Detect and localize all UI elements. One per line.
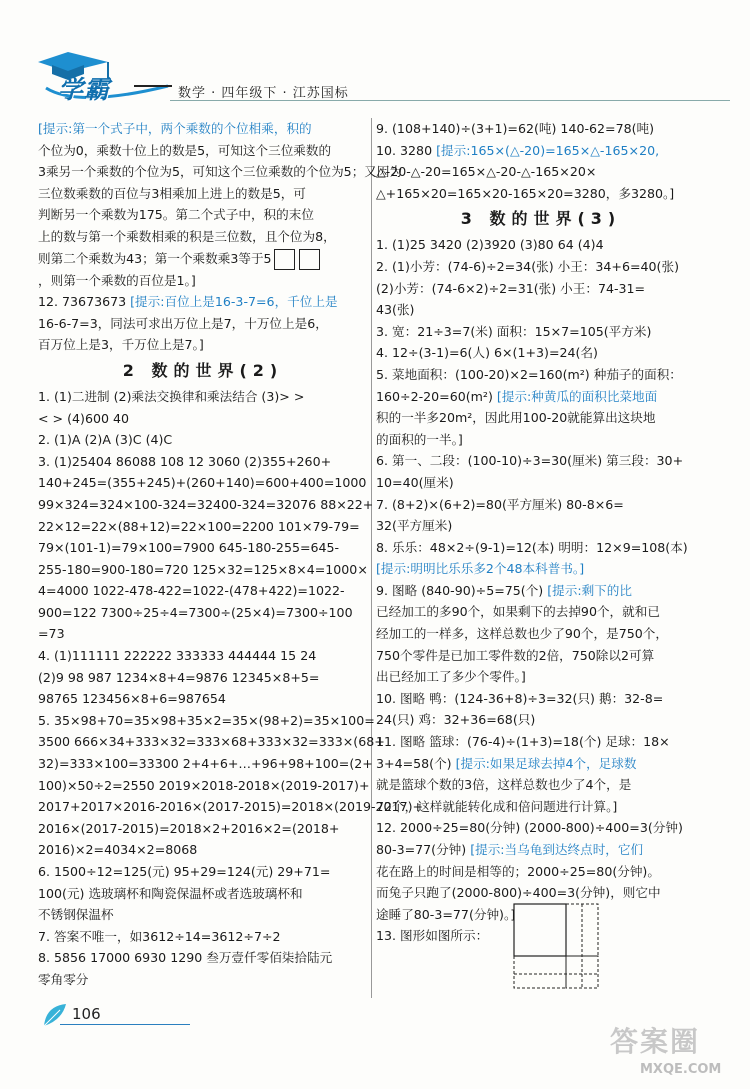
answer-line: 12. 73673673 [提示:百位上是16-3-7=6，千位上是 <box>38 294 338 310</box>
section-3-answers <box>376 234 706 947</box>
answer-line: 2016×(2017-2015)=2018×2+2016×2=(2018+ <box>38 820 340 836</box>
rectangle-diagram <box>512 902 602 992</box>
answer-line: 百万位上是3，千万位上是7。] <box>38 337 204 353</box>
answer-line: 750个零件是已加工零件数的2倍，750除以2可算 <box>376 647 655 663</box>
answer-line: 3500 666×34+333×32=333×68+333×32=333×(68+ <box>38 734 385 750</box>
watermark-logo: 答案圈 <box>610 1025 701 1058</box>
hint-text: [提示:如果足球去掉4个，足球数 <box>455 755 637 771</box>
answer-line: 的面积的一半。] <box>376 431 463 447</box>
brand-logo-text: 学霸 <box>58 75 111 104</box>
brand-logo <box>38 48 178 110</box>
answer-line: 上的数与第一个乘数相乘的积是三位数，且个位为8， <box>38 228 336 244</box>
answer-line: 8. 乐乐：48×2÷(9-1)=12(本) 明明：12×9=108(本) <box>376 539 688 555</box>
answer-line: 3. 宽：21÷3=7(米) 面积：15×7=105(平方米) <box>376 323 652 339</box>
answer-line: 10. 3280 [提示:165×(△-20)=165×△-165×20, <box>376 142 660 158</box>
column-divider <box>371 118 372 998</box>
hint-text: [提示:当乌龟到达终点时，它们 <box>470 842 644 857</box>
answer-line: 12. 2000÷25=80(分钟) (2000-800)÷400=3(分钟) <box>376 820 683 836</box>
answer-line <box>376 558 706 580</box>
answer-line: 80-3=77(分钟) [提示:当乌龟到达终点时，它们 <box>376 842 644 857</box>
answer-line: 32(平方厘米) <box>376 518 453 534</box>
answer-line: 而兔子只跑了(2000-800)÷400=3(分钟)，则它中 <box>376 885 661 901</box>
answer-line: 32)=333×100=33300 2+4+6+…+96+98+100=(2+ <box>38 756 373 772</box>
answer-figure <box>512 902 602 996</box>
hint-text: [提示:百位上是16-3-7=6，千位上是 <box>130 294 338 310</box>
answer-line: 3. (1)25404 86088 108 12 3060 (2)355+260+ <box>38 453 332 469</box>
answer-line: 3乘另一个乘数的个位为5，可知这个三位乘数的个位为5；又因为 <box>38 164 403 180</box>
footer-divider <box>60 1024 190 1025</box>
answer-line: 2017+2017×2016-2016×(2017-2015)=2018×(2019-2017)+ <box>38 799 424 815</box>
page-number: 106 <box>72 1005 101 1023</box>
answer-line: 24(只) 鸡：32+36=68(只) <box>376 712 536 728</box>
hint-text: [提示:剩下的比 <box>547 582 632 598</box>
answer-line: 8. 5856 17000 6930 1290 叁万壹仟零佰柒拾陆元 <box>38 950 333 966</box>
blank-box <box>274 249 295 270</box>
answer-line: 11. 图略 篮球：(76-4)÷(1+3)=18(个) 足球：18× <box>376 734 670 750</box>
answer-line: 5. 菜地面积：(100-20)×2=160(m²) 种茄子的面积： <box>376 366 682 382</box>
answer-line: 100(元) 选玻璃杯和陶瓷保温杯或者选玻璃杯和 <box>38 885 303 901</box>
answer-line: 22×12=22×(88+12)=22×100=2200 101×79-79= <box>38 518 360 534</box>
answer-line: 100)×50÷2=2550 2019×2018-2018×(2019-2017)+ <box>38 777 370 793</box>
answer-line: 花在路上的时间是相等的；2000÷25=80(分钟)。 <box>376 863 660 879</box>
answer-line: 72个，这样就能转化成和倍问题进行计算。] <box>376 798 618 814</box>
header-divider <box>170 100 730 101</box>
answer-line: 4. 12÷(3-1)=6(人) 6×(1+3)=24(名) <box>376 345 598 361</box>
answer-line: 出已经加工了多少个零件。] <box>376 669 526 685</box>
answer-line: (2)9 98 987 1234×8+4=9876 12345×8+5= <box>38 669 320 685</box>
answer-line: 已经加工的多90个，如果剩下的去掉90个，就和已 <box>376 604 660 620</box>
answer-line: 140+245=(355+245)+(260+140)=600+400=1000 <box>38 475 367 491</box>
answer-line: 9. 图略 (840-90)÷5=75(个) [提示:剩下的比 <box>376 582 632 598</box>
answer-line: 三位数乘数的百位与3相乘加上进上的数是5，可 <box>38 185 306 201</box>
answer-line: △+165×20=165×20-165×20=3280，多3280。] <box>376 185 675 201</box>
answer-line: 16-6-7=3，同法可求出万位上是7，十万位上是6， <box>38 315 328 331</box>
answers-9-10 <box>376 118 706 204</box>
answer-line: 6. 1500÷12=125(元) 95+29=124(元) 29+71= <box>38 864 331 879</box>
answer-line: 5. 35×98+70=35×98+35×2=35×(98+2)=35×100= <box>38 712 375 728</box>
answer-line: 2. (1)A (2)A (3)C (4)C <box>38 432 173 448</box>
answer-line: 99×324=324×100-324=32400-324=32076 88×22+ <box>38 496 374 512</box>
answer-line: 经加工的一样多，这样总数也少了90个，是750个， <box>376 626 668 642</box>
answer-line: 2. (1)小芳：(74-6)÷2=34(张) 小王：34+6=40(张) <box>376 258 679 274</box>
answer-line: 7. 答案不唯一，如3612÷14=3612÷7÷2 <box>38 928 281 944</box>
hint-text: [提示:165×(△-20)=165×△-165×20, <box>436 142 660 158</box>
answer-line: 4=4000 1022-478-422=1022-(478+422)=1022- <box>38 583 345 599</box>
answer-line: 160÷2-20=60(m²) [提示:种黄瓜的面积比菜地面 <box>376 388 658 404</box>
right-column <box>376 118 706 947</box>
answer-line: ，则第一个乘数的百位是1。] <box>38 272 196 288</box>
answer-line: 积的一半多20m²，因此用100-20就能算出这块地 <box>376 410 656 426</box>
answer-line: < > (4)600 40 <box>38 410 130 426</box>
hint-text: [提示:第一个式子中，两个乘数的个位相乘，积的 <box>38 121 312 136</box>
answer-line: 9. (108+140)÷(3+1)=62(吨) 140-62=78(吨) <box>376 121 655 136</box>
answer-line: 900=122 7300÷25÷4=7300÷(25×4)=7300÷100 <box>38 604 353 620</box>
answer-line: 就是篮球个数的3倍，这样总数也少了4个，是 <box>376 777 632 793</box>
header-title: 数学 · 四年级下 · 江苏国标 <box>178 86 349 101</box>
answer-line: 10=40(厘米) <box>376 474 454 490</box>
answer-line: 10. 图略 鸭：(124-36+8)÷3=32(只) 鹅：32-8= <box>376 690 664 706</box>
section-heading: 3 数的世界(3) <box>460 209 622 229</box>
blank-box <box>299 249 320 270</box>
answer-line <box>38 248 368 270</box>
answer-line: 4. (1)111111 222222 333333 444444 15 24 <box>38 648 317 664</box>
answer-line: 13. 图形如图所示： <box>376 928 489 944</box>
answer-line: 7. (8+2)×(6+2)=80(平方厘米) 80-8×6= <box>376 496 624 512</box>
answer-line: =73 <box>38 626 65 642</box>
answer-text: 则第二个乘数为43；第一个乘数乘3等于5 <box>38 250 272 266</box>
answer-line: 98765 123456×8+6=987654 <box>38 691 226 707</box>
answer-line: 途睡了80-3=77(分钟)。] <box>376 906 516 922</box>
answer-line: 6. 第一、二段：(100-10)÷3=30(厘米) 第三段：30+ <box>376 453 684 469</box>
answer-line: 3+4=58(个) [提示:如果足球去掉4个，足球数 <box>376 755 637 771</box>
leaf-icon <box>40 1000 70 1030</box>
hint-text: [提示:明明比乐乐多2个48本科普书。] <box>376 561 585 577</box>
answer-line: 2016)×2=4034×2=8068 <box>38 842 198 858</box>
answer-line: 79×(101-1)=79×100=7900 645-180-255=645- <box>38 540 340 556</box>
answer-line: △-20-△-20=165×△-20-△-165×20× <box>376 164 597 180</box>
watermark-url: MXQE.COM <box>640 1062 722 1077</box>
answer-line: 零角零分 <box>38 971 89 987</box>
section-heading: 2 数的世界(2) <box>122 360 284 380</box>
answer-line <box>38 118 368 140</box>
answer-line: 1. (1)二进制 (2)乘法交换律和乘法结合 (3)> > <box>38 388 305 404</box>
answer-line: 43(张) <box>376 302 415 318</box>
answer-line: 1. (1)25 3420 (2)3920 (3)80 64 (4)4 <box>376 237 604 253</box>
answer-line: 个位为0，乘数十位上的数是5，可知这个三位乘数的 <box>38 142 332 158</box>
answer-line: 255-180=900-180=720 125×32=125×8×4=1000× <box>38 561 368 577</box>
answer-line: (2)小芳：(74-6×2)÷2=31(张) 小王：74-31= <box>376 280 646 296</box>
hint-text: [提示:种黄瓜的面积比菜地面 <box>496 388 658 404</box>
answer-line: 不锈钢保温杯 <box>38 907 114 923</box>
answer-line: 判断另一个乘数为175。第二个式子中，积的末位 <box>38 207 314 223</box>
